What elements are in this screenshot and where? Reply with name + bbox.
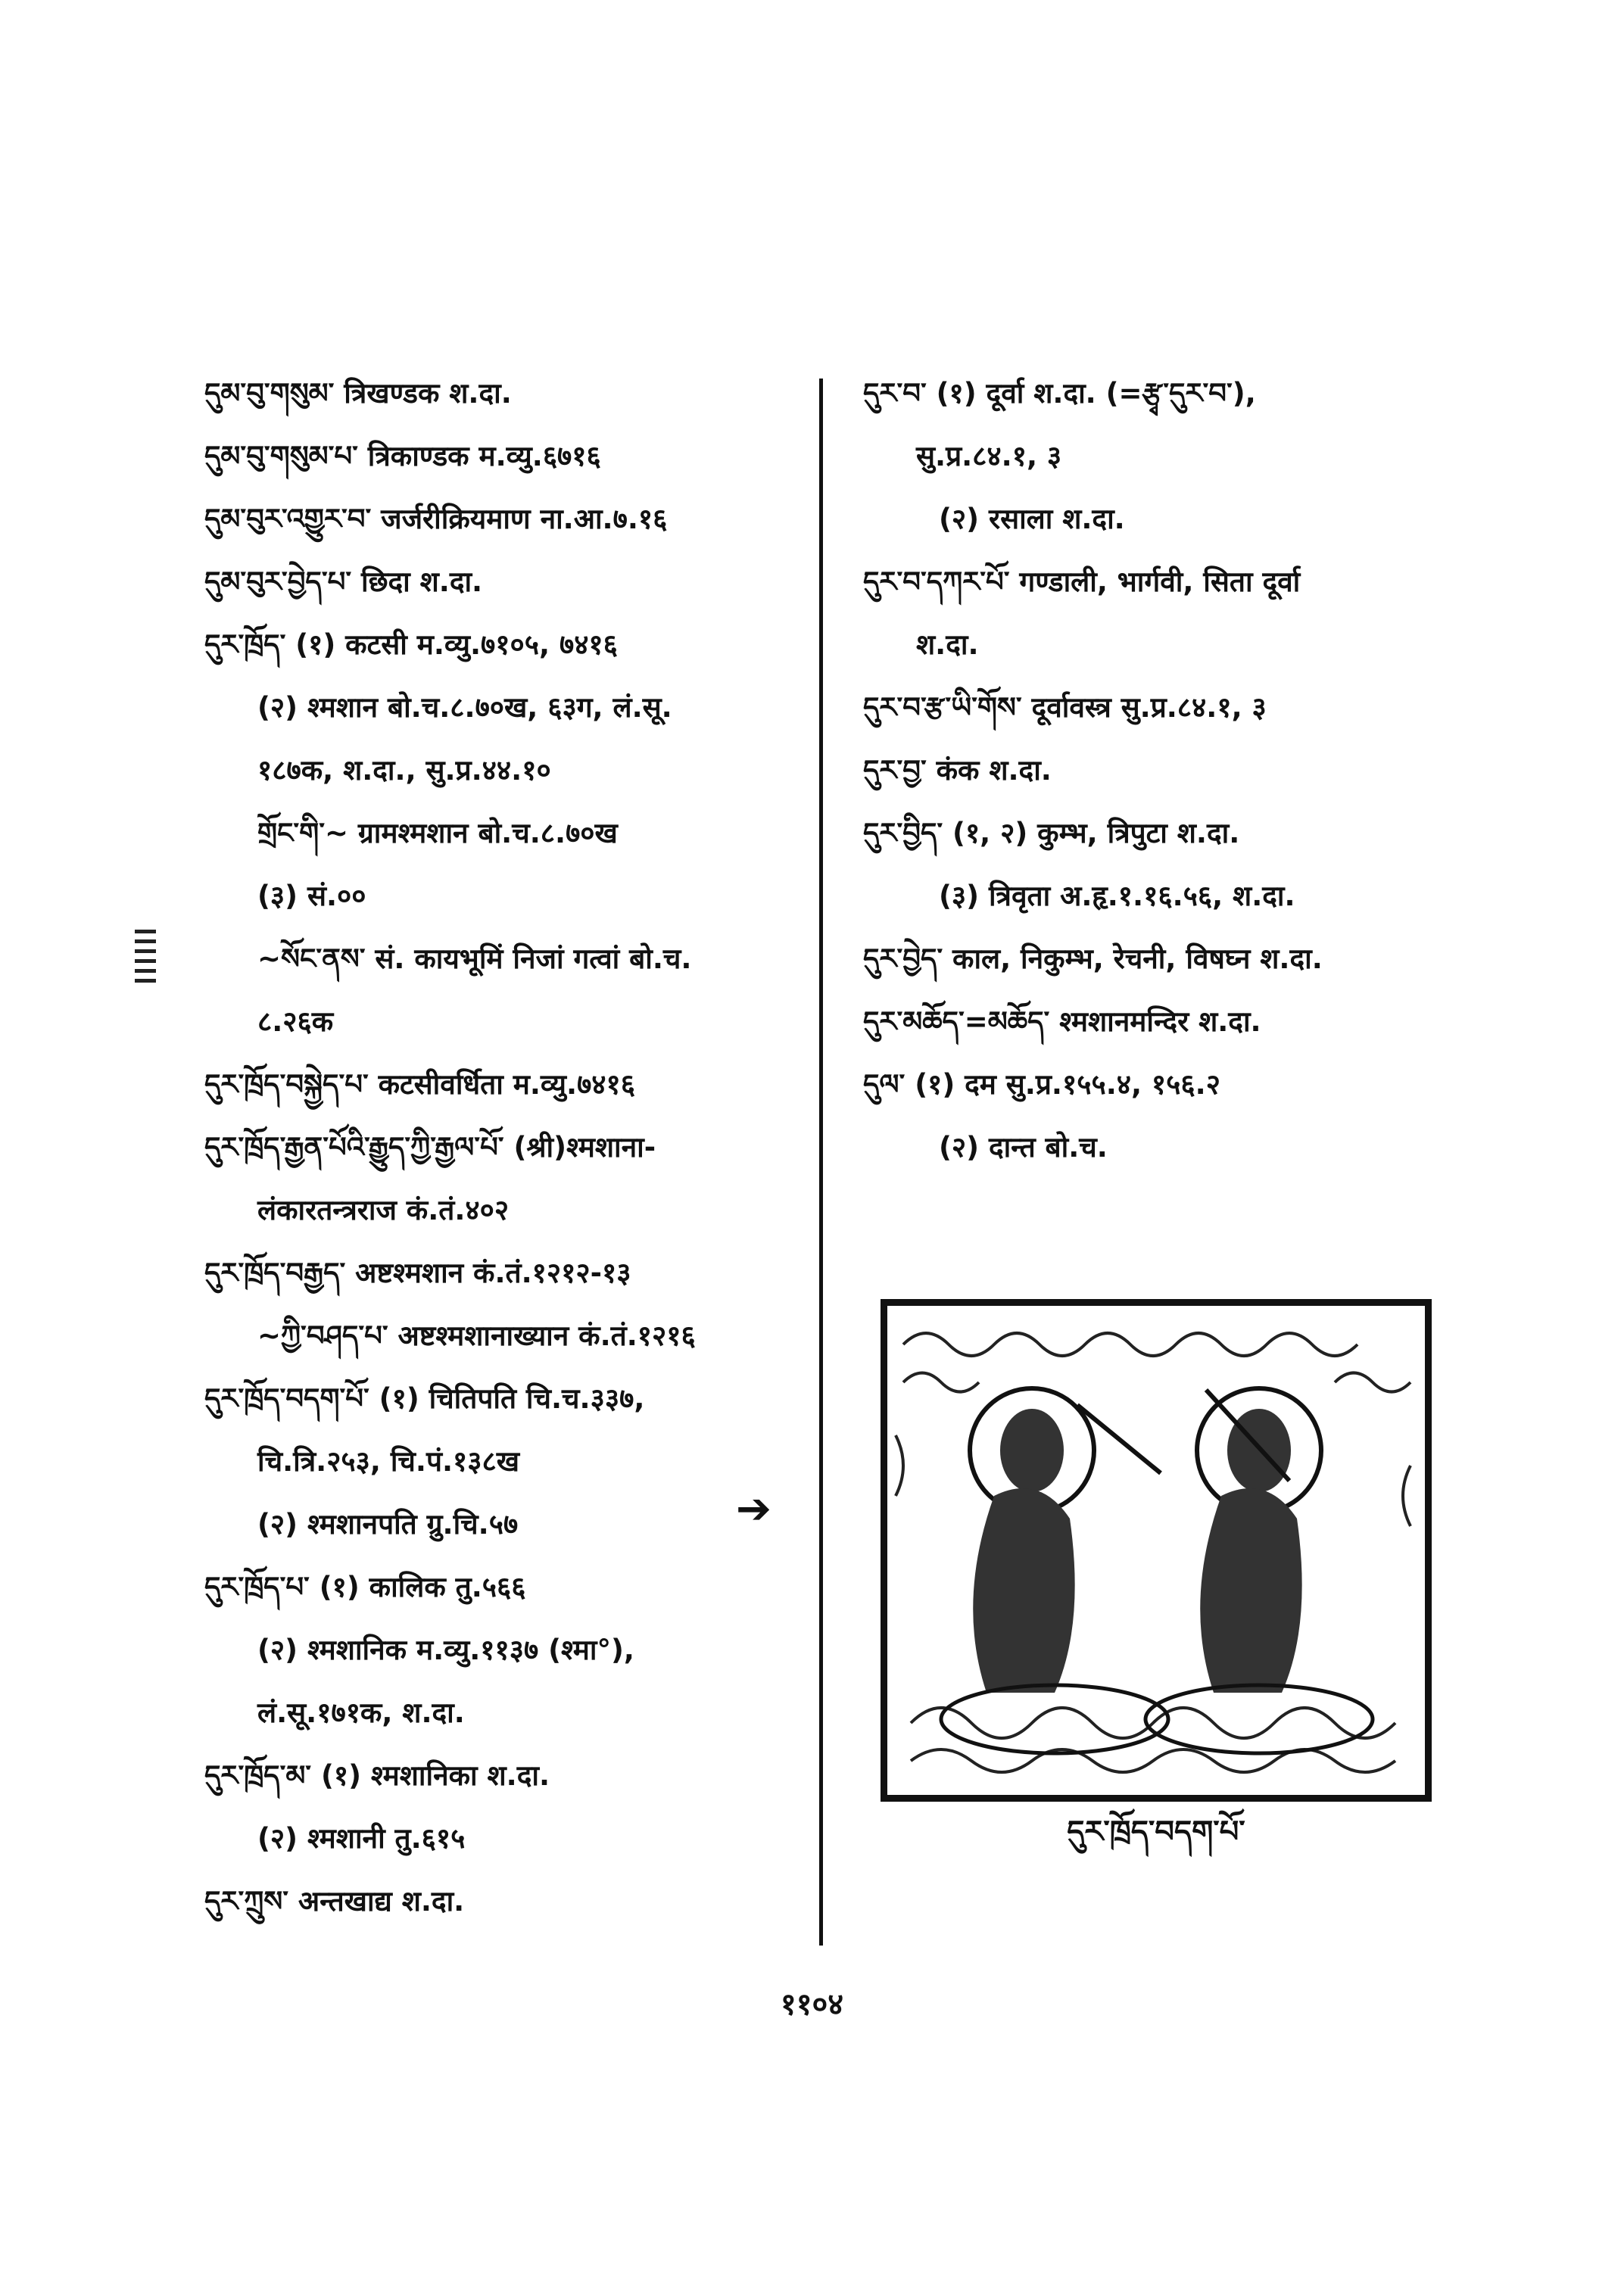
entry-line: དུར་ཁྲོད་རྒྱན་པོའི་རྒྱུད་ཀྱི་རྒྱལ་པོ་ (श्री)श्मशाना- [204, 1131, 656, 1164]
illustration-caption: དུར་ཁྲོད་བདག་པོ་ [1067, 1815, 1245, 1849]
entry-line: (२) श्मशान बो.च.८.७०ख, ६३ग, लं.सू. [257, 691, 672, 724]
entry-line: ~སོང་ནས་ सं. कायभूमिं निजां गत्वां बो.च. [257, 942, 692, 975]
entry-line: དུར་ཁྲོད་བསྐྱེད་པ་ कटसीवर्धिता म.व्यु.७४१६ [204, 1068, 636, 1101]
entry-line: དུམ་བུ་གསུམ་པ་ त्रिकाण्डक म.व्यु.६७१६ [204, 440, 601, 472]
entry-line: དུར་བ་རྩ་ཡི་གོས་ दूर्वावस्त्र सु.प्र.८४.१, ३ [863, 691, 1267, 724]
entry-line: लं.सू.१७१क, श.दा. [257, 1696, 465, 1729]
entry-line: དུར་ཁྲོད་མ་ (१) श्मशानिका श.दा. [204, 1759, 550, 1792]
entry-line: चि.त्रि.२५३, चि.पं.१३८ख [257, 1445, 520, 1478]
entry-line: (२) दान्त बो.च. [939, 1131, 1108, 1164]
entry-line: लंकारतन्त्रराज कं.तं.४०२ [257, 1194, 510, 1226]
entry-line: (२) श्मशानिक म.व्यु.११३७ (श्मा°), [257, 1634, 634, 1666]
entry-line: དུར་ཁྲོད་པ་ (१) कालिक तु.५६६ [204, 1571, 526, 1603]
entry-line: དུར་བྱ་ कंक श.दा. [863, 754, 1052, 787]
page-number: ११०४ [780, 1987, 844, 2022]
entry-line: (३) सं.०० [257, 880, 366, 912]
entry-line: དུམ་བུར་འགྱུར་བ་ जर्जरीक्रियमाण ना.आ.७.१६ [204, 503, 668, 535]
entry-line: (२) रसाला श.दा. [939, 503, 1125, 535]
margin-mark [135, 930, 156, 983]
entry-line: དུར་ཁྲོད་ (१) कटसी म.व्यु.७१०५, ७४१६ [204, 628, 618, 661]
entry-line: དུར་བྱེད་ काल, निकुम्भ, रेचनी, विषघ्न श.दा. [863, 942, 1323, 975]
entry-line: (२) श्मशानपति ग्रु.चि.५७ [257, 1508, 519, 1541]
entry-line: དུར་བ་དཀར་པོ་ गण्डाली, भार्गवी, सिता दूर्वा [863, 565, 1301, 598]
arrow-icon: ➔ [736, 1485, 771, 1534]
entry-line: (३) त्रिवृता अ.हृ.१.१६.५६, श.दा. [939, 880, 1295, 912]
entry-line: དུར་ཁྲོད་བདག་པོ་ (१) चितिपति चि.च.३३७, [204, 1382, 645, 1415]
entry-line: དུམ་བུར་བྱེད་པ་ छिदा श.दा. [204, 565, 483, 598]
entry-line: (२) श्मशानी तु.६१५ [257, 1822, 466, 1855]
illustration-woodcut [881, 1299, 1432, 1802]
entry-line: དུར་ཀྲུས་ अन्तखाद्य श.दा. [204, 1885, 465, 1918]
entry-line: ८.२६क [257, 1005, 334, 1038]
entry-line: དུར་བྱིད་ (१, २) कुम्भ, त्रिपुटा श.दा. [863, 817, 1240, 849]
entry-line: དུར་མཆོད་=མཆོད་ श्मशानमन्दिर श.दा. [863, 1005, 1261, 1038]
entry-line: सु.प्र.८४.१, ३ [916, 440, 1062, 472]
entry-line: དུར་བ་ (१) दूर्वा श.दा. (=རྩྭ་དུར་བ་), [863, 377, 1256, 410]
entry-line: श.दा. [916, 628, 979, 661]
entry-line: १८७क, श.दा., सु.प्र.४४.१० [257, 754, 551, 787]
entry-line: དུར་ཁྲོད་བརྒྱད་ अष्टश्मशान कं.तं.१२१२-१३ [204, 1257, 631, 1289]
entry-line: དུམ་བུ་གསུམ་ त्रिखण्डक श.दा. [204, 377, 512, 410]
column-divider [819, 379, 823, 1946]
entry-line: གྲོང་གི་~ ग्रामश्मशान बो.च.८.७०ख [257, 817, 618, 849]
entry-line: དུལ་ (१) दम सु.प्र.१५५.४, १५६.२ [863, 1068, 1220, 1101]
entry-line: ~ཀྱི་བཤད་པ་ अष्टश्मशानाख्यान कं.तं.१२१६ [257, 1319, 696, 1352]
